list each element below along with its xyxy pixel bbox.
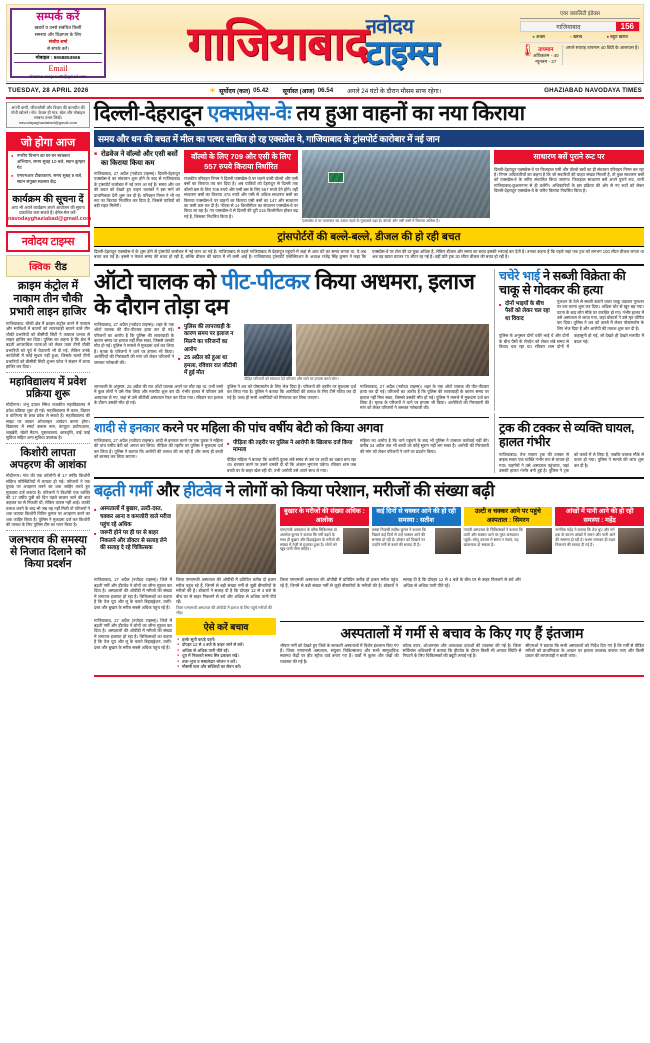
second-photo-victim [244,324,292,376]
bottom-headline-d2: ने लोगों को किया परेशान, मरीजों की संख्या बढ़ी [221,482,495,501]
aqi-title: एयर क्वालिटी इंडेक्स [520,9,640,19]
weather-note: अगले 24 घंटों के दौरान मौसम साफ रहेगा। [347,88,442,95]
air-quality-widget [520,9,640,77]
temp-min: न्यूनतम - 27 [535,59,557,64]
list-item: ■ 25 अप्रैल को हुआ था हमला, रविवार रात जीटीबी में हुई मौत [178,355,240,378]
list-item: ● हल्के सूती कपड़े पहनें। [177,637,275,643]
aqi-row [520,21,640,32]
lead-col4-text: दिल्ली-देहरादून एक्सप्रेस-वे पर फिलहाल एसी और वॉल्वो बसों का ही संचालन परिवहन निगम कर रहा है। निगम अधिकारियों का कहना है कि जो सवारियों की चाहत संख्या मिलती है, तो कुछ साधारण बसों को एक्सप्रेस-वे के जरिए संचालित किया जाएगा। फिलहाल साधारण बसें अपने पुराने रूट, यानी गाजियाबाद-कुशलनगर से ही चलेंगी। अधिकारियों के इस प्रक्रिया की ओर से नए रूटों को लेकर दिल्ली-देहरादून एक्सप्रेस-वे के जरिए किराया निर्धारित किया है। [494,166,644,194]
hospital-headline: अस्पतालों में गर्मी से बचाव के किए गए हैं इंतजाम [280,621,644,641]
mid-main [94,413,489,474]
sidebar-story-3-text: मोदीनगर। गांव की एक कॉलोनी से 17 वर्षीय किशोरी संदिग्ध परिस्थितियों में लापता हो गई। परिजनों ने एक युवक पर अपहरण करने का शक जाहिर करते हुए मुकदमा दर्ज कराया है। परिजनों ने किशोरी एक व्यक्ति की 17 वर्षीय पुत्री को दिन पहले बाजार जाने की बात कहकर घर से निकली थी, लेकिन वापस नहीं आई। काफी तलाश करने के बाद भी जब वह नहीं मिली तो परिजनों ने शक जताया किशोरी विपिन कुमार पर अपहरण करने का शक जाहिर किया है। पुलिस ने मुकदमा दर्ज कर किशोरी की तलाश के लिए पुलिस टीम का गठन किया है। [6,473,90,527]
right-bullet-list [499,301,553,331]
lead-col-2 [184,150,298,224]
list-item: ● दोपहर 12 से 4 बजे के बाहर जाने से बचें। [177,642,275,648]
today-events-box [6,132,90,227]
temperature-widget [520,42,640,65]
contact-mobile: मोबाइल : 9958853965 [14,53,102,63]
today-events-title: जो होगा आज [8,134,88,151]
lead-headline [94,102,644,128]
divider [6,443,90,444]
mid-sidebar [494,413,644,474]
quote-text: नागरिक महेंद्र ने बताया कि तेज धूप और गर्म हवा के कारण आंखों में जलन और पानी आने की समस्या हो रही है। चश्मा लगाकर ही बाहर निकलने की सलाह दी गई है। [555,528,616,547]
sunrise-group [209,86,269,95]
today-events-list [8,151,88,189]
masthead [6,4,644,82]
quote-portrait [618,528,644,554]
lead-col-4 [494,150,644,224]
list-item: ● अधिक से अधिक पानी पीते रहें। [177,648,275,654]
quote-card [280,507,369,554]
expert-quotes-grid [280,507,644,554]
second-headline-p2: किया अधमरा, इलाज के दौरान तोड़ा दम [94,268,475,319]
quote-body [372,528,461,554]
hospital-col-3: सीएमओ ने बताया कि सभी अस्पतालों को निर्देश दिए गए हैं कि गर्मी से पीड़ित मरीजों को प्राथमिकता के आधार पर इलाज उपलब्ध कराया जाए और किसी प्रकार की लापरवाही न बरती जाए। [525,642,645,659]
right-headline [499,269,644,297]
hospital-section [280,618,644,673]
left-sidebar [6,102,90,677]
contact-email-address: sharma.sanjeev45@gmail.com [29,74,87,79]
second-story-body-columns [94,384,489,411]
bachav-title: ऐसे करें बचाव [176,618,276,635]
lead-subheadline: समय और धन की बचत में मील का पत्थर साबित हो रह एक्सप्रेस वे, गाजियाबाद के ट्रांसपोर्ट कारोबार में नई जान [94,130,644,147]
quote-band: कई दिनों से चक्कर आने की हो रही समस्या : सतीश [372,507,461,526]
contact-box [10,8,106,78]
bottom-col3-text: जिला एमएमजी अस्पताल की ओपीडी में प्रतिदिन करीब दो हजार मरीज पहुंच रहे हैं, जिनमें से बड़ी संख्या गर्मी से जुड़ी बीमारियों के मरीजों की है। डॉक्टरों ने सलाह दी है कि दोपहर 12 से 4 बजे के बीच घर से बाहर निकलने से बचें और अधिक से अधिक पानी पीते रहें। [280,577,521,588]
sidebar-story-2-text: मोदीनगर। शंभू दयाल स्मिथ राजकीय महाविद्यालय में प्रवेश प्रक्रिया शुरू हो गई। महाविद्यालय में कला, विज्ञान व वाणिज्य के छात्र प्रवेश ले सकते हैं। महाविद्यालय की साइट पर जाकर ऑनलाइन आवेदन करना होगा। विद्यालय में स्मार्ट क्लास रूम, कंप्यूटर प्रयोगशाला, लाइब्रेरी, खेलों मैदान, पुस्तकालय, छात्रवृत्ति, वाई फाई सुविधा सहित अन्य सुविधा उपलब्ध है। [6,402,90,440]
right-sub-row [499,299,644,331]
mid-section [94,413,644,474]
aqi-legend-verypoor: ● बहुत खराब [607,34,628,40]
list-item: ● मौसमी फल और सब्जियों का सेवन करें। [177,664,275,670]
second-photo-row [244,324,489,376]
bachav-list [176,635,276,673]
quote-body [555,528,644,554]
program-email[interactable]: navodayghaziabad@gmail.com [8,215,92,222]
second-photo-crowd [296,324,489,376]
mid-bullet-list [227,440,356,455]
quote-portrait [435,528,461,554]
second-body-col-c: गाजियाबाद, 27 अप्रैल (नवोदय टाइम्स)। शहर के एक ऑटो चालक की पीट-पीटकर हत्या कर दी गई। परिजनों का आरोप है कि पुलिस की लापरवाही के कारण समय पर इलाज नहीं मिल सका, जिससे उसकी मौत हो गई। पुलिस ने मामले में मुकदमा दर्ज कर लिया है। मृतक के परिजनों ने थाने पर हंगामा भी किया। आरोपियों की गिरफ्तारी की मांग को लेकर परिजनों ने जमकर नारेबाजी की। [360,383,489,411]
lead-bullet-headline: ■ रोडवेज ने वॉल्वो और एसी बसों का किराया किया कम [94,150,180,168]
quote-band: आंखों में पानी आने की हो रही समस्या : महेंद्र [555,507,644,526]
quote-text: एमएमजी अस्पताल के वरिष्ठ चिकित्सक डॉ. आलोक कुमार ने बताया कि गर्मी बढ़ने के साथ ही बुखार और डिहाइड्रेशन के मरीजों की संख्या में तेजी से इजाफा हुआ है। लोगों को खूब पानी पीना चाहिए। [280,528,340,552]
sidebar-story-1-text: गाजियाबाद: चौकी क्षेत्र में क्राइम कंट्रोल करने में नाकाम और साजिशों में बयानों को लापरवाही बरतने वाले तीन चौकी प्रभारियों को डीसीपी सिटी ने तत्काल प्रभाव से लाइन हाजिर कर दिया। पुलिस का कहना है कि क्षेत्र में बढ़ती आपराधिक घटनाओं को लेकर उक्त तीनों चौकी प्रभारियों को पूर्व में चेतावनी भी दी गई, लेकिन उनके कार्यशैली में कोई सुधार नहीं हुआ, जिसके चलते तीनों प्रभारियों को डीसीपी सिटी शुभम पटेल ने संज्ञान में लाया हाजिर कर दिया। [6,320,90,370]
hospital-columns [280,643,644,665]
lead-redbar-2: साधारण बसें पुराने रूट पर [494,150,644,164]
divider [6,372,90,373]
second-headline-highlight: पीट-पीटकर [221,268,310,294]
quote-card [372,507,461,554]
mid-right-text: गाजियाबाद। तेज रफ्तार ट्रक की टक्कर से बाइक सवार एक व्यक्ति गंभीर रूप से घायल हो गया। राहगीरों ने उसे अस्पताल पहुंचाया, जहां उसकी हालत गंभीर बनी हुई है। पुलिस ने ट्रक को कब्जे में ले लिया है, जबकि चालक मौके से फरार हो गया। पुलिस ने मामले की जांच शुरू कर दी है। [499,451,644,474]
list-item: ■ दोनों भाइयों के बीच पैसों को लेकर चल रहा था विवाद [499,301,553,324]
logo-secondary [365,15,439,72]
lead-photo-expressway [302,150,490,218]
sidebar-story-4-headline: जलभराव की समस्या से निजात दिलाने को किया प्रदर्शन [8,534,88,571]
temp-values [530,45,563,65]
lead-headline-part1: दिल्ली-देहरादून [94,102,208,125]
second-bullets-col [178,322,240,382]
bottom-bachav-row [94,618,644,673]
second-photo-caption: पीड़ित परिजनों को सांत्वना देते परिजन और थाने पर हंगामा करते लोग। [244,376,339,381]
program-notice-text: आप भी अपने कार्यक्रम अपने आयोजन की सूचना प्रकाशित करा सकते हैं। ईमेल-मेल करें- [11,205,85,216]
sunset-label: सूर्यास्त (आज) [282,88,315,95]
logo-times-text: टाइम्स [365,33,439,72]
quote-card [555,507,644,554]
mid-col-3: महिला का आरोप है कि थाने पहुंचने के बाद भी पुलिस ने तत्काल कार्रवाई नहीं की। करीब 24 अप्रैल तक भी बच्ची का कोई सुराग नहीं लग सका है। आरोपी की गिरफ्तारी की मांग को लेकर परिजनों ने थाने पर प्रदर्शन किया। [360,437,489,454]
bottom-col1-text: गाजियाबाद, 27 अप्रैल (नवोदय टाइम्स)। जिले में बढ़ती गर्मी और हीटवेव ने लोगों का जीना मुहाल कर दिया है। अस्पतालों की ओपीडी में मरीजों की संख्या में लगातार इजाफा हो रहा है। चिकित्सकों का कहना है कि तेज धूप और लू के चलते डिहाइड्रेशन, उल्टी-दस्त और बुखार के मरीज सबसे अधिक पहुंच रहे हैं। [94,577,172,610]
second-col-1 [94,322,174,382]
main-content [94,102,644,677]
page-grid [6,102,644,677]
second-body-col-a: जानकारी के अनुसार, 25 अप्रैल की रात ऑटो चालक अपने घर लौट रहा था, तभी रास्ते में कुछ लोगों ने उसे रोक लिया और मारपीट शुरू कर दी। गंभीर हालत में परिजन उसे अस्पताल ले गए, जहां से उसे जीटीबी अस्पताल रेफर कर दिया गया। रविवार रात इलाज के दौरान उसकी मौत हो गई। [94,383,223,406]
contact-email-label: Email [48,64,68,73]
lead-col1-text: गाजियाबाद, 27 अप्रैल (नवोदय टाइम्स)। दिल्ली-देहरादून एक्सप्रेस-वे का संचालन शुरू होने के बाद से गाजियाबाद के ट्रांसपोर्ट कारोबार में नई जान आ गई है। समय और धन की बचत को देखते हुए वाहन चालकों ने इस मार्ग को प्राथमिकता देनी शुरू कर दी है। परिवहन निगम ने भी नए रूट पर किराया निर्धारित कर दिया है, जिससे यात्रियों को बड़ी राहत मिलेगी। [94,171,180,209]
second-story-columns [94,322,489,382]
quote-portrait [526,528,552,554]
bottom-col3-wrap [280,577,644,615]
quote-card [464,507,553,554]
contact-person-name: संजीव शर्मा [48,39,68,44]
second-story-wrap [94,264,644,411]
quote-body [280,528,369,554]
temp-max: अधिकतम - 40 [533,53,559,58]
highway-sign-graphic [328,172,344,183]
contact-line-2: समस्या और विज्ञापन के लिए [34,32,82,37]
second-col1-text: गाजियाबाद, 27 अप्रैल (नवोदय टाइम्स)। शहर के एक ऑटो चालक की पीट-पीटकर हत्या कर दी गई। परिजनों का आरोप है कि पुलिस की लापरवाही के कारण समय पर इलाज नहीं मिल सका, जिससे उसकी मौत हो गई। पुलिस ने मामले में मुकदमा दर्ज कर लिया है। मृतक के परिजनों ने थाने पर हंगामा भी किया। आरोपियों की गिरफ्तारी की मांग को लेकर परिजनों ने जमकर नारेबाजी की। [94,321,174,365]
sidebar-ad: अपनी वाणी, जीवनशैली और विचार की बातचीत की पोथी खोलने। नोट: केवल ही मात्र, खेल और मोबाइल सम्बन्ध उत्तम लिखें। navodayaghaziabad@gmail.com [6,102,90,128]
sun-icon: ☀ [208,86,217,95]
aqi-legend-poor: ● खराब [569,34,582,40]
lead-photo-col [302,150,490,224]
bachav-box [176,618,276,673]
contact-title: सम्पर्क करें [14,11,102,24]
sidebar-story-3-headline: किशोरी लापता अपहरण की आशंका [9,447,87,472]
bottom-mid-row [94,577,644,615]
divider [6,530,90,531]
list-item: ● धूप में निकलते समय सिर ढककर रखें। [177,653,275,659]
bottom-headline-h1: बढ़ती गर्मी [94,482,153,501]
mid-columns [94,438,489,473]
contact-line-3: से संपर्क करें। [46,46,70,51]
mid-col2-text: पीड़ित महिला ने बताया कि आरोपी युवक लंबे समय से उस पर शादी का दबाव बना रहा था। इनकार करने पर उसने धमकी दी थी कि अंजाम भुगतना पड़ेगा। रविवार शाम जब बच्ची घर के बाहर खेल रही थी, तभी आरोपी उसे अपने साथ ले गया। [227,457,356,473]
right-headline-highlight: चचेरे भाई [499,268,540,283]
list-item: ● तला-भुना व मसालेदार भोजन न करें। [177,659,275,665]
brand-band: नवोदय टाइम्स [6,231,90,252]
list-item: ● एमएमआर टीकाकरण, समय सुबह 9 बजे, स्थान संयुक्त स्वास्थ्य केंद्र [11,173,85,185]
aqi-legend [520,34,640,40]
quote-text: कस्बा निवासी सतीश कुमार ने बताया कि पिछले कई दिनों से उन्हें चक्कर आने की समस्या हो रही है। डॉक्टर को दिखाने पर उन्होंने गर्मी से बचने की सलाह दी है। [371,528,426,547]
mid-headline-rest: करने पर महिला की पांच वर्षीय बेटी को किया अगवा [159,420,383,435]
quote-band: उल्टी व चक्कर आने पर पहुंचे अस्पताल : सिमरन [464,507,553,526]
quote-portrait [343,528,369,554]
list-item: ■ अस्पतालों में बुखार, उल्टी-दस्त, चक्कर आना व कमजोरी वाले मरीज पहुंच रहे अधिक [94,506,172,529]
quick-read-header [6,255,90,277]
lead-headline-highlight: एक्सप्रेस-वे [207,102,292,125]
mid-col-2 [227,438,356,473]
list-item: ■ जरूरी होने पर ही घर से बाहर निकलने और डॉक्टर से सलाह लेने की सलाह दे रहे चिकित्सक [94,530,172,553]
contact-line-1: खबरों व उनसे संबंधित किसी [34,25,82,30]
lead-yellow-banner: ट्रांसपोर्टरों की बल्ले-बल्ले, डीजल की हो रही बचत [94,227,644,247]
bottom-rule [94,675,644,677]
mid-headline-highlight: शादी से इनकार [94,420,160,435]
temp-note: अगले सप्ताह तापमान 40 डिग्री के आसपास है। [565,45,639,50]
lead-yellow-text: दिल्ली-देहरादून एक्सप्रेस-वे के शुरू होने से ट्रांसपोर्ट कारोबार में नई जान आ गई है। गाजियाबाद से पहले गाजियाबाद से देहरादून पहुंचने में जहां से आठ घंटे का समय लगता था, वे अब बचत बच गई है। इससे न केवल समय की बचत हो रही है, बल्कि डीजल की खपत में भी कमी आई है। गाजियाबाद ट्रांसपोर्ट एसोसिएशन के अध्यक्ष राजेंद्र सिंह कुमार ने कहा कि एक्सप्रेस-वे पर टोल की दर कुछ अधिक है, लेकिन डीजल और समय का बचत इसकी भरपाई कर देती है। उनका कहना है कि पहले जहां एक ट्रक को लगभग 100 लीटर डीजल लगता था अब वह खपत घटकर 70 लीटर रह गई है। वहीं प्रति ट्रक 30 लीटर डीजल की बचत हो रही है। [94,249,644,260]
bottom-top-row [94,504,644,574]
second-story-main [94,269,489,411]
sunset-time: 06.54 [317,87,334,94]
hospital-col-1: भीषण गर्मी को देखते हुए जिले के सरकारी अस्पतालों में विशेष इंतजाम किए गए हैं। जिला एमएमजी अस्पताल, संयुक्त चिकित्सालय और सभी सामुदायिक स्वास्थ्य केंद्रों पर हीट स्ट्रोक वार्ड बनाए गए हैं। वार्डों में कूलर और पंखों की व्यवस्था की गई है। [280,642,399,664]
quick-read-label-a: क्विक [29,261,51,273]
second-photo-col [244,322,489,382]
bottom-photo-hospital [176,504,276,574]
mid-right-headline: ट्रक की टक्कर से व्यक्ति घायल, हालत गंभीर [499,417,644,449]
lead-redbar-1: वॉल्वो के लिए 709 और एसी के लिए 557 रुपये किराया निर्धारित [184,150,298,173]
thermometer-icon: 🌡 [520,43,536,57]
lead-columns [94,150,644,224]
newspaper-logo [109,5,517,81]
list-item: ■ पीड़िता की तहरीर पर पुलिस ने आरोपी के खिलाफ दर्ज किया मामला [227,440,356,455]
bottom-quotes-col [280,504,644,574]
sunset-group [283,86,334,95]
quote-body [464,528,553,554]
bottom-photo-caption: जिला एमएमजी अस्पताल की ओपीडी में इलाज के लिए पहुंचे मरीजों की भीड़। [176,605,272,615]
mid-headline [94,417,489,435]
second-headline [94,269,489,319]
sunrise-time: 05.42 [253,87,269,94]
temp-heading: तापमान [538,47,554,53]
quick-read-label-b: रीड [54,261,67,273]
aqi-legend-good: ● अच्छा [532,34,545,40]
publication-date: TUESDAY, 28 APRIL 2026 [8,87,89,94]
bottom-photo-col [176,504,276,574]
lead-col-1 [94,150,180,224]
lead-col2-text: राजकीय परिवहन निगम ने दिल्ली एक्सप्रेस-वे पर चलने वाली वॉल्वो और एसी बसों का किराया तय कर दिया है। अब यात्रियों को देहरादून से दिल्ली तक वॉल्वो बस के लिए 709 रुपये और एसी बस के लिए 557 रुपये देने होंगे। वहीं साधारण बसों का किराया 475 रुपये और एसी से अधिक साधारण बसों का किराया एक्सप्रेस-वे पर वाहनों का किराया एसी बसों का 147 और साधारण का कमी कम कर दी है। नोएडा से 14 किलोमीटर का संचालन एक्सप्रेस-वे पर किया जा रहा है। नए एक्सप्रेस-वे से दिल्ली की दूरी 215 किलोमीटर होकर बढ़ गई है, जिसका निर्धारित किया है। [184,176,298,219]
second-headline-p1: ऑटो चालक को [94,268,222,294]
sidebar-story-2-headline: महाविद्यालय में प्रवेश प्रक्रिया शुरू [9,376,87,401]
date-strip [6,83,644,99]
list-item: ● नगरीय विभाग का घर-घर स्वच्छता अभियान, समय सुबह 10 बजे, स्थान कुम्हार गेट [11,153,85,171]
second-bullet-list [178,324,240,378]
second-body-col-b: पुलिस ने शव को पोस्टमार्टम के लिए भेज दिया है। परिजनों की तहरीर पर मुकदमा दर्ज कर लिया गया है। पुलिस ने बताया कि आरोपियों की तलाश के लिए टीमें गठित कर दी गई हैं। जल्द ही सभी आरोपियों को गिरफ्तार कर लिया जाएगा। [227,383,356,400]
right-headline-rest: ने सब्जी विक्रेता की चाकू से गोदकर की हत्या [499,268,626,297]
hospital-col-2: कोल्ड वाटर, ओआरएस और आवश्यक दवाओं की व्यवस्था की गई है। जिला सर्विलांस अधिकारी ने बताया कि हीटवेव के दौरान किसी भी आपात स्थिति से निपटने के लिए चिकित्सकों की ड्यूटी लगाई गई है। [402,642,522,659]
bottom-col2-wrap [176,577,276,615]
sunrise-label: सूर्योदय (कल) [219,88,251,95]
logo-navodaya-text: नवोदय [365,15,414,38]
quote-text: गायत्री अस्पताल के चिकित्सकों ने बताया कि उल्टी और चक्कर आने पर तुरंत अस्पताल पहुंचें। घरेलू उपचार में समय न गंवाएं, यह खतरनाक हो सकता है। [463,528,523,547]
second-story-sidebar [494,269,644,411]
logo-main-text: गाजियाबाद [187,17,368,69]
right-story-text-2: पुलिस के अनुसार दोनों चचेरे भाई थे और दोनों के बीच पैसों के लेनदेन को लेकर लंबे समय से विवाद चल रहा था। रविवार शाम दोनों में कहासुनी हो गई, जो देखते ही देखते मारपीट में बदल गई। [499,333,644,350]
aqi-value: 156 [616,22,639,31]
bottom-headline-d1: और [152,482,184,501]
aqi-city: गाजियाबाद [556,24,581,31]
sun-times [158,86,492,95]
bottom-bullets-col [94,504,172,574]
sidebar-story-1-headline: क्राइम कंट्रोल में नाकाम तीन चौकी प्रभारी लाइन हाजिर [9,279,87,318]
bottom-headline-h2: हीटवेव [183,482,222,501]
bachav-left-text: गाजियाबाद, 27 अप्रैल (नवोदय टाइम्स)। जिले में बढ़ती गर्मी और हीटवेव ने लोगों का जीना मुहाल कर दिया है। अस्पतालों की ओपीडी में मरीजों की संख्या में लगातार इजाफा हो रहा है। चिकित्सकों का कहना है कि तेज धूप और लू के चलते डिहाइड्रेशन, उल्टी-दस्त और बुखार के मरीज सबसे अधिक पहुंच रहे हैं। [94,617,172,650]
bottom-bullet-list [94,506,172,553]
program-notice-title: कार्यक्रम की सूचना दें [8,189,88,205]
right-story-text: गुलशन के ठेले से सब्जी काटने वाला चाकू उठाकर गुलशन पर वार करना शुरू कर दिया। अधिक चोट से खून बह गया। घटना के बाद लोग मौके पर एकत्रित हो गए। गंभीर हालत में उसे अस्पताल ले जाया गया, जहां डॉक्टरों ने उसे मृत घोषित कर दिया। पुलिस ने शव को कब्जे में लेकर पोस्टमार्टम के लिए भेज दिया है और आरोपी की तलाश शुरू कर दी है। [557,298,644,331]
lead-headline-part2: ः तय हुआ वाहनों का नया किराया [291,102,525,125]
quote-band: बुखार के मरीजों की संख्या अधिक : आलोक [280,507,369,526]
bottom-col2-text: जिला एमएमजी अस्पताल की ओपीडी में प्रतिदिन करीब दो हजार मरीज पहुंच रहे हैं, जिनमें से बड़ी संख्या गर्मी से जुड़ी बीमारियों के मरीजों की है। डॉक्टरों ने सलाह दी है कि दोपहर 12 से 4 बजे के बीच घर से बाहर निकलने से बचें और अधिक से अधिक पानी पीते रहें। [176,577,276,605]
list-item: ■ पुलिस की लापरवाही के कारण समय पर इलाज न मिलने का परिजनों का आरोप [178,324,240,354]
edition-name: GHAZIABAD NAVODAYA TIMES [544,87,642,94]
mid-col-1: गाजियाबाद, 27 अप्रैल (नवोदय टाइम्स)। शादी से इनकार करने पर एक युवक ने महिला की पांच वर्षीय बेटी को अगवा कर लिया। पीड़िता की तहरीर पर पुलिस ने मुकदमा दर्ज कर लिया है। पुलिस ने बताया कि आरोपी की तलाश की जा रही है और जल्द ही बच्ची को बरामद कर लिया जाएगा। [94,437,223,460]
lead-photo-caption: एक्सप्रेस-वे पर यातायात का दबाव पहले के मुकाबले बढ़ा है। वॉल्वो और एसी बसों में किराया अधिक है। [302,219,440,223]
bottom-headline [94,477,644,501]
